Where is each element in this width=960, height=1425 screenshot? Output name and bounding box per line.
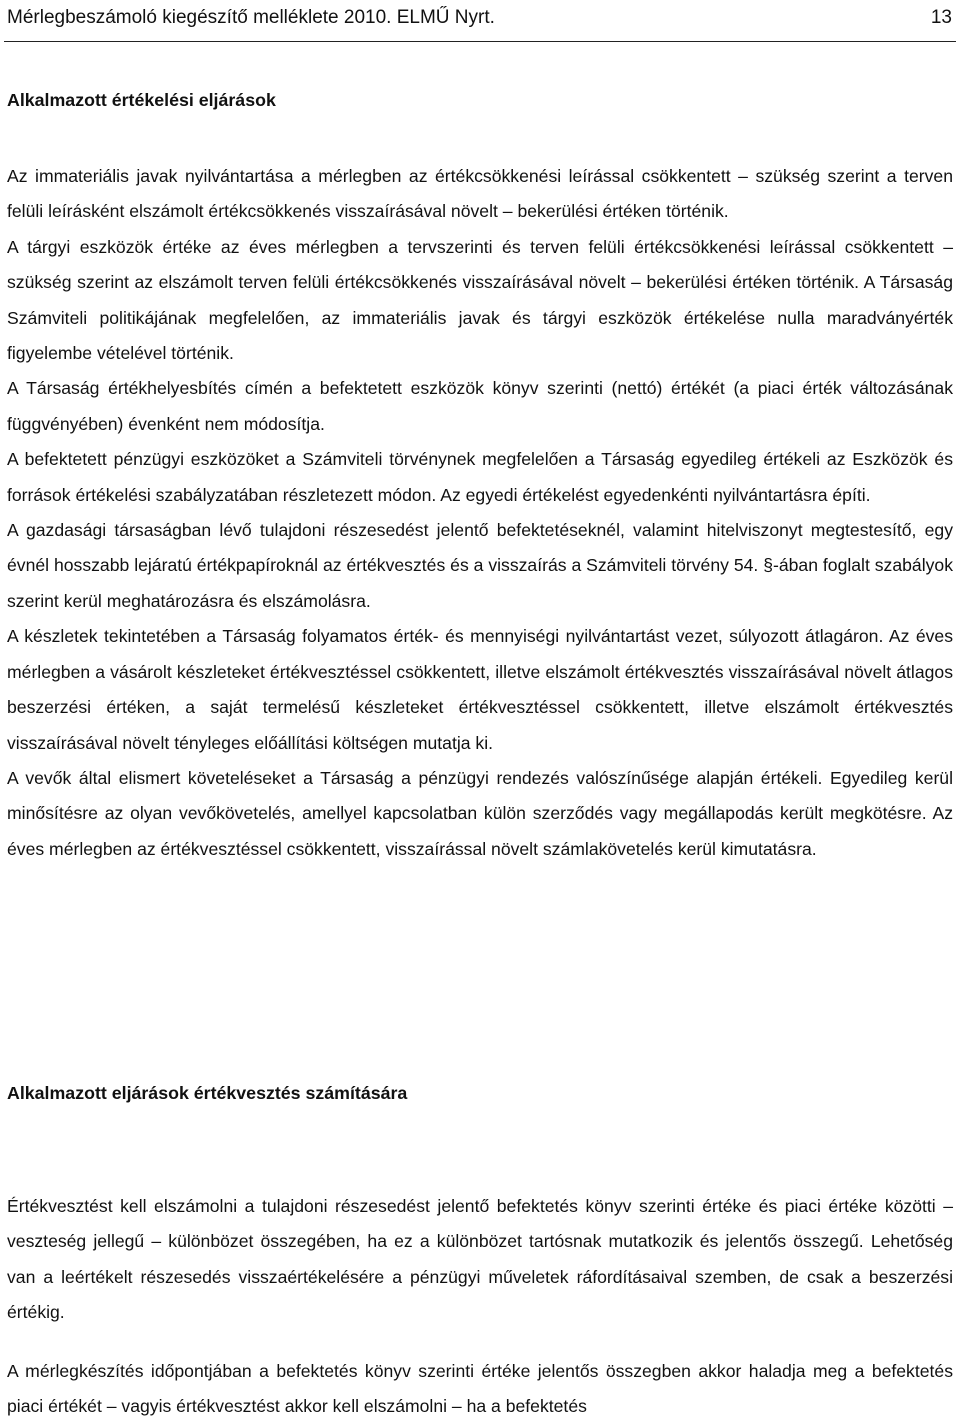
paragraph-intangibles: Az immateriális javak nyilvántartása a mérlegben az értékcsökkenési leírással csökkentett – szükség szerint a terven felüli leírásként elszámolt értékcsökkenés visszaírásával növelt – bekerülési értéken történik. [7,166,953,222]
paragraph-inventories: A készletek tekintetében a Társaság folyamatos érték- és mennyiségi nyilvántartást vezet, súlyozott átlagáron. Az éves mérlegben a vásárolt készleteket értékvesztéssel csökkentett, illetve elszámolt értékvesztés visszaírásával növelt átlagos beszerzési értéken, a saját termelésű készleteket értékvesztéssel csökkentett, illetve elszámolt értékvesztés visszaírásával növelt tényleges előállítási költségen mutatja ki. [7,626,953,753]
section-heading-valuation: Alkalmazott értékelési eljárások [7,90,276,110]
section-body-valuation [7,159,953,867]
paragraph-financial-assets: A befektetett pénzügyi eszközöket a Számviteli törvénynek megfelelően a Társaság egyedileg értékeli az Eszközök és források értékelési szabályzatában részletezett módon. Az egyedi értékelést egyedenkénti nyilvántartásra építi. [7,449,953,505]
paragraph-tangibles: A tárgyi eszközök értéke az éves mérlegben a tervszerinti és terven felüli értékcsökkenési leírással csökkentett – szükség szerint az elszámolt terven felüli értékcsökkenés visszaírásával növelt – bekerülési értéken történik. A Társaság Számviteli politikájának megfelelően, az immateriális javak és tárgyi eszközök értékelése nulla maradványérték figyelembe vételével történik. [7,236,953,364]
paragraph-participations: A gazdasági társaságban lévő tulajdoni részesedést jelentő befektetéseknél, valamint hitelviszonyt megtestesítő, egy évnél hosszabb lejáratú értékpapíroknál az értékvesztés és a visszaírás a Számviteli törvény 54. §-ában foglalt szabályok szerint kerül meghatározásra és elszámolásra. [7,520,953,611]
section-heading-impairment: Alkalmazott eljárások értékvesztés számítására [7,1083,408,1103]
page-header [4,3,956,42]
paragraph-revaluation: A Társaság értékhelyesbítés címén a befektetett eszközök könyv szerinti (nettó) értékét (a piaci érték változásának függvényében) évenként nem módosítja. [7,378,953,434]
section-body-impairment [7,1189,953,1331]
paragraph-impairment-condition: A mérlegkészítés időpontjában a befektetés könyv szerinti értéke jelentős összegben akkor haladja meg a befektetés piaci értékét – vagyis értékvesztést akkor kell elszámolni – ha a befektetés [7,1361,953,1417]
paragraph-receivables: A vevők által elismert követeléseket a Társaság a pénzügyi rendezés valószínűsége alapján értékeli. Egyedileg kerül minősítésre az olyan vevőkövetelés, amellyel kapcsolatban külön szerződés vagy megállapodás került megkötésre. Az éves mérlegben az értékvesztéssel csökkentett, visszaírással növelt számlakövetelés kerül kimutatásra. [7,767,953,859]
page-number: 13 [930,7,952,28]
paragraph-impairment-rule: Értékvesztést kell elszámolni a tulajdoni részesedést jelentő befektetés könyv szerinti értéke és piaci értéke közötti – veszteség jellegű – különbözet összegében, ha ez a különbözet tartósnak mutatkozik és jelentős összegű. Lehetőség van a leértékelt részesedés visszaértékelésére a pénzügyi műveletek ráfordításaival szemben, de csak a beszerzési értékig. [7,1196,953,1323]
header-title: Mérlegbeszámoló kiegészítő melléklete 2010. ELMŰ Nyrt. [7,7,495,28]
section-body-impairment-continued [7,1354,953,1425]
